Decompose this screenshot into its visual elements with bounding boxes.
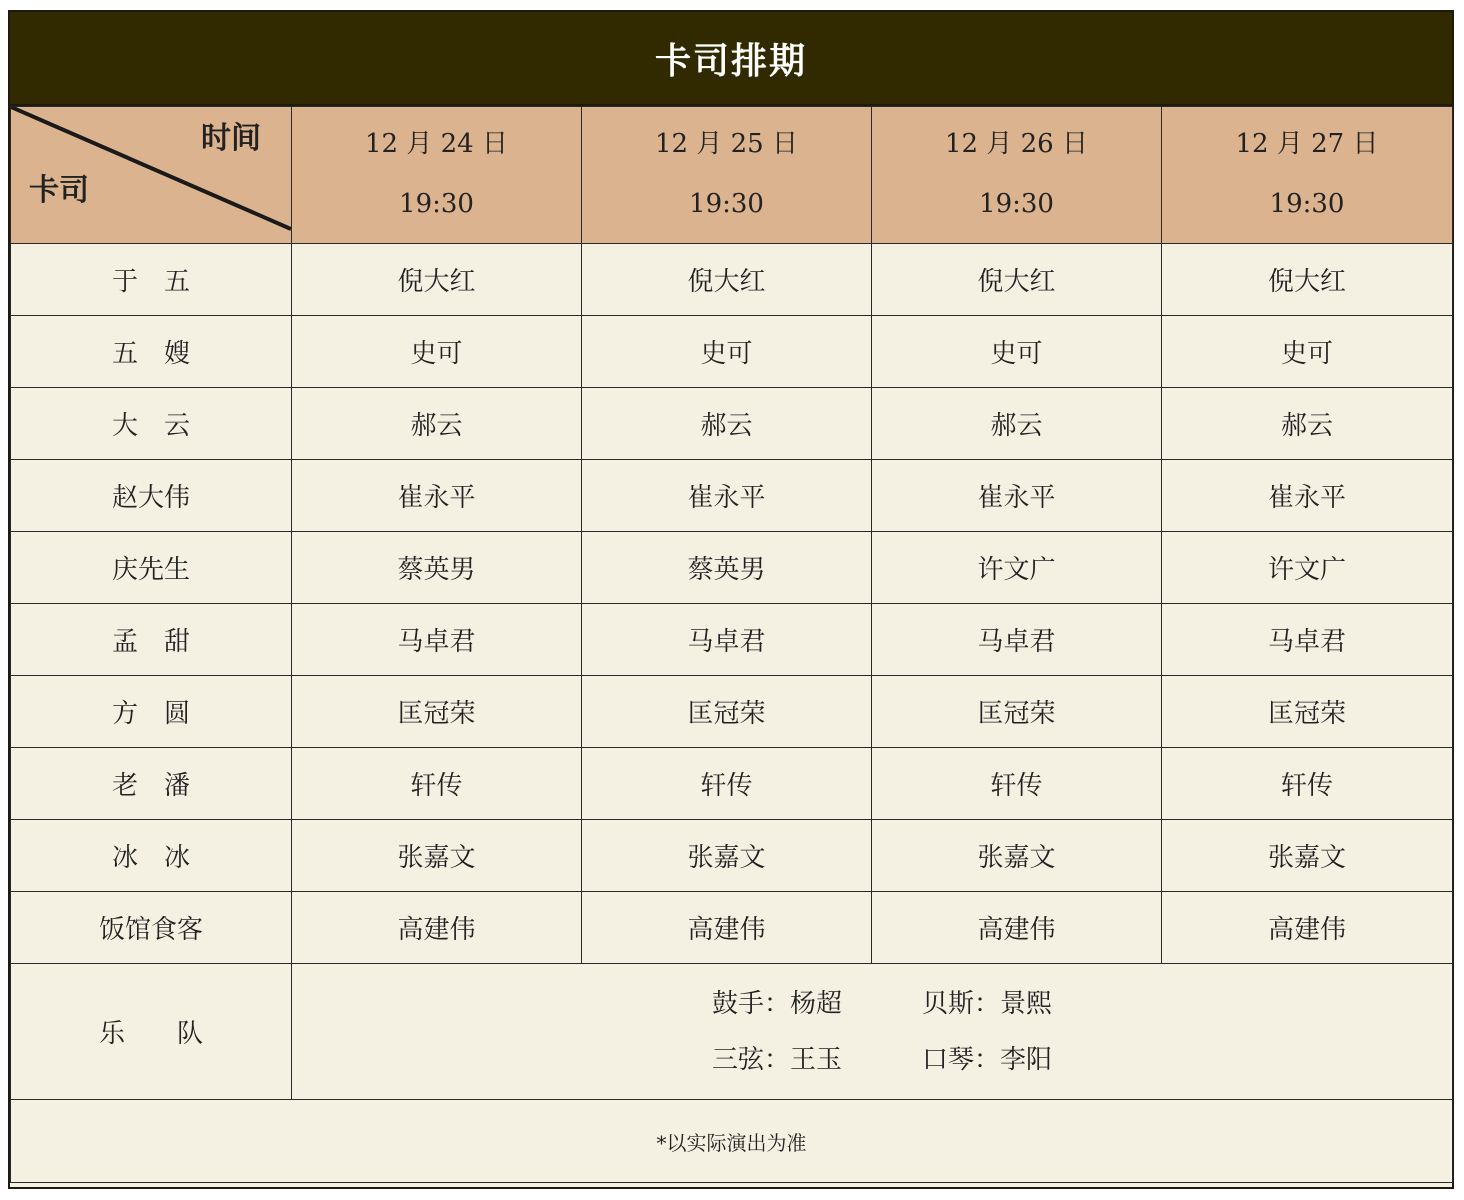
corner-time-label: 时间 bbox=[201, 121, 261, 156]
table-row bbox=[11, 748, 1453, 820]
cast-cell: 郝云 bbox=[292, 388, 582, 460]
cast-cell: 蔡英男 bbox=[292, 532, 582, 604]
date-label: 12 月 24 日 bbox=[365, 129, 508, 160]
cast-cell: 史可 bbox=[872, 316, 1162, 388]
band-members-cell bbox=[292, 964, 1453, 1100]
role-cell: 方 圆 bbox=[11, 676, 292, 748]
footnote: *以实际演出为准 bbox=[11, 1100, 1453, 1183]
cast-cell: 张嘉文 bbox=[292, 820, 582, 892]
cast-cell: 许文广 bbox=[1162, 532, 1453, 604]
table-row bbox=[11, 820, 1453, 892]
corner-header-cell bbox=[11, 107, 292, 244]
table-row bbox=[11, 676, 1453, 748]
cast-cell: 倪大红 bbox=[1162, 244, 1453, 316]
cast-cell: 崔永平 bbox=[582, 460, 872, 532]
table-row bbox=[11, 604, 1453, 676]
corner-role-label: 卡司 bbox=[29, 173, 89, 208]
cast-cell: 马卓君 bbox=[582, 604, 872, 676]
time-label: 19:30 bbox=[399, 189, 474, 219]
table-row bbox=[11, 316, 1453, 388]
cast-cell: 蔡英男 bbox=[582, 532, 872, 604]
cast-cell: 马卓君 bbox=[1162, 604, 1453, 676]
schedule-sheet bbox=[8, 10, 1454, 1189]
cast-cell: 匡冠荣 bbox=[1162, 676, 1453, 748]
date-header-cell bbox=[1162, 107, 1453, 244]
cast-cell: 史可 bbox=[292, 316, 582, 388]
cast-cell: 郝云 bbox=[582, 388, 872, 460]
cast-cell: 张嘉文 bbox=[872, 820, 1162, 892]
table-row bbox=[11, 388, 1453, 460]
cast-cell: 郝云 bbox=[872, 388, 1162, 460]
role-cell: 老 潘 bbox=[11, 748, 292, 820]
date-label: 12 月 27 日 bbox=[1235, 129, 1379, 160]
cast-cell: 郝云 bbox=[1162, 388, 1453, 460]
band-row bbox=[11, 964, 1453, 1100]
date-header-cell bbox=[292, 107, 582, 244]
role-cell: 饭馆食客 bbox=[11, 892, 292, 964]
cast-schedule-table bbox=[10, 106, 1453, 1183]
table-row bbox=[11, 244, 1453, 316]
role-cell: 五 嫂 bbox=[11, 316, 292, 388]
cast-cell: 崔永平 bbox=[292, 460, 582, 532]
band-member-line bbox=[712, 976, 1132, 1032]
band-role-cell: 乐 队 bbox=[11, 964, 292, 1100]
cast-cell: 史可 bbox=[1162, 316, 1453, 388]
table-row bbox=[11, 532, 1453, 604]
date-header-cell bbox=[872, 107, 1162, 244]
cast-cell: 轩传 bbox=[1162, 748, 1453, 820]
cast-cell: 马卓君 bbox=[872, 604, 1162, 676]
date-label: 12 月 25 日 bbox=[655, 129, 798, 160]
role-cell: 大 云 bbox=[11, 388, 292, 460]
date-header-cell bbox=[582, 107, 872, 244]
cast-cell: 许文广 bbox=[872, 532, 1162, 604]
footnote-row bbox=[11, 1100, 1453, 1183]
band-member-list bbox=[612, 976, 1132, 1088]
cast-cell: 高建伟 bbox=[1162, 892, 1453, 964]
role-cell: 赵大伟 bbox=[11, 460, 292, 532]
band-member: 口琴：李阳 bbox=[922, 1044, 1053, 1075]
band-member: 鼓手：杨超 bbox=[712, 988, 843, 1019]
cast-cell: 高建伟 bbox=[872, 892, 1162, 964]
cast-cell: 倪大红 bbox=[872, 244, 1162, 316]
cast-cell: 匡冠荣 bbox=[872, 676, 1162, 748]
time-label: 19:30 bbox=[689, 189, 764, 219]
role-cell: 于 五 bbox=[11, 244, 292, 316]
date-label: 12 月 26 日 bbox=[945, 129, 1088, 160]
band-member: 贝斯：景熙 bbox=[922, 988, 1053, 1019]
band-member-line bbox=[712, 1032, 1132, 1088]
cast-cell: 匡冠荣 bbox=[582, 676, 872, 748]
role-cell: 冰 冰 bbox=[11, 820, 292, 892]
table-row bbox=[11, 892, 1453, 964]
cast-cell: 张嘉文 bbox=[582, 820, 872, 892]
cast-cell: 高建伟 bbox=[582, 892, 872, 964]
cast-cell: 轩传 bbox=[872, 748, 1162, 820]
cast-cell: 轩传 bbox=[582, 748, 872, 820]
cast-cell: 张嘉文 bbox=[1162, 820, 1453, 892]
role-cell: 孟 甜 bbox=[11, 604, 292, 676]
page-title: 卡司排期 bbox=[10, 12, 1452, 106]
cast-cell: 史可 bbox=[582, 316, 872, 388]
cast-cell: 匡冠荣 bbox=[292, 676, 582, 748]
role-cell: 庆先生 bbox=[11, 532, 292, 604]
cast-cell: 倪大红 bbox=[582, 244, 872, 316]
band-member: 三弦：王玉 bbox=[712, 1044, 843, 1075]
cast-cell: 高建伟 bbox=[292, 892, 582, 964]
table-row bbox=[11, 460, 1453, 532]
cast-cell: 马卓君 bbox=[292, 604, 582, 676]
cast-cell: 轩传 bbox=[292, 748, 582, 820]
header-row bbox=[11, 107, 1453, 244]
cast-cell: 崔永平 bbox=[1162, 460, 1453, 532]
cast-cell: 倪大红 bbox=[292, 244, 582, 316]
time-label: 19:30 bbox=[979, 189, 1054, 219]
cast-cell: 崔永平 bbox=[872, 460, 1162, 532]
time-label: 19:30 bbox=[1269, 189, 1345, 219]
